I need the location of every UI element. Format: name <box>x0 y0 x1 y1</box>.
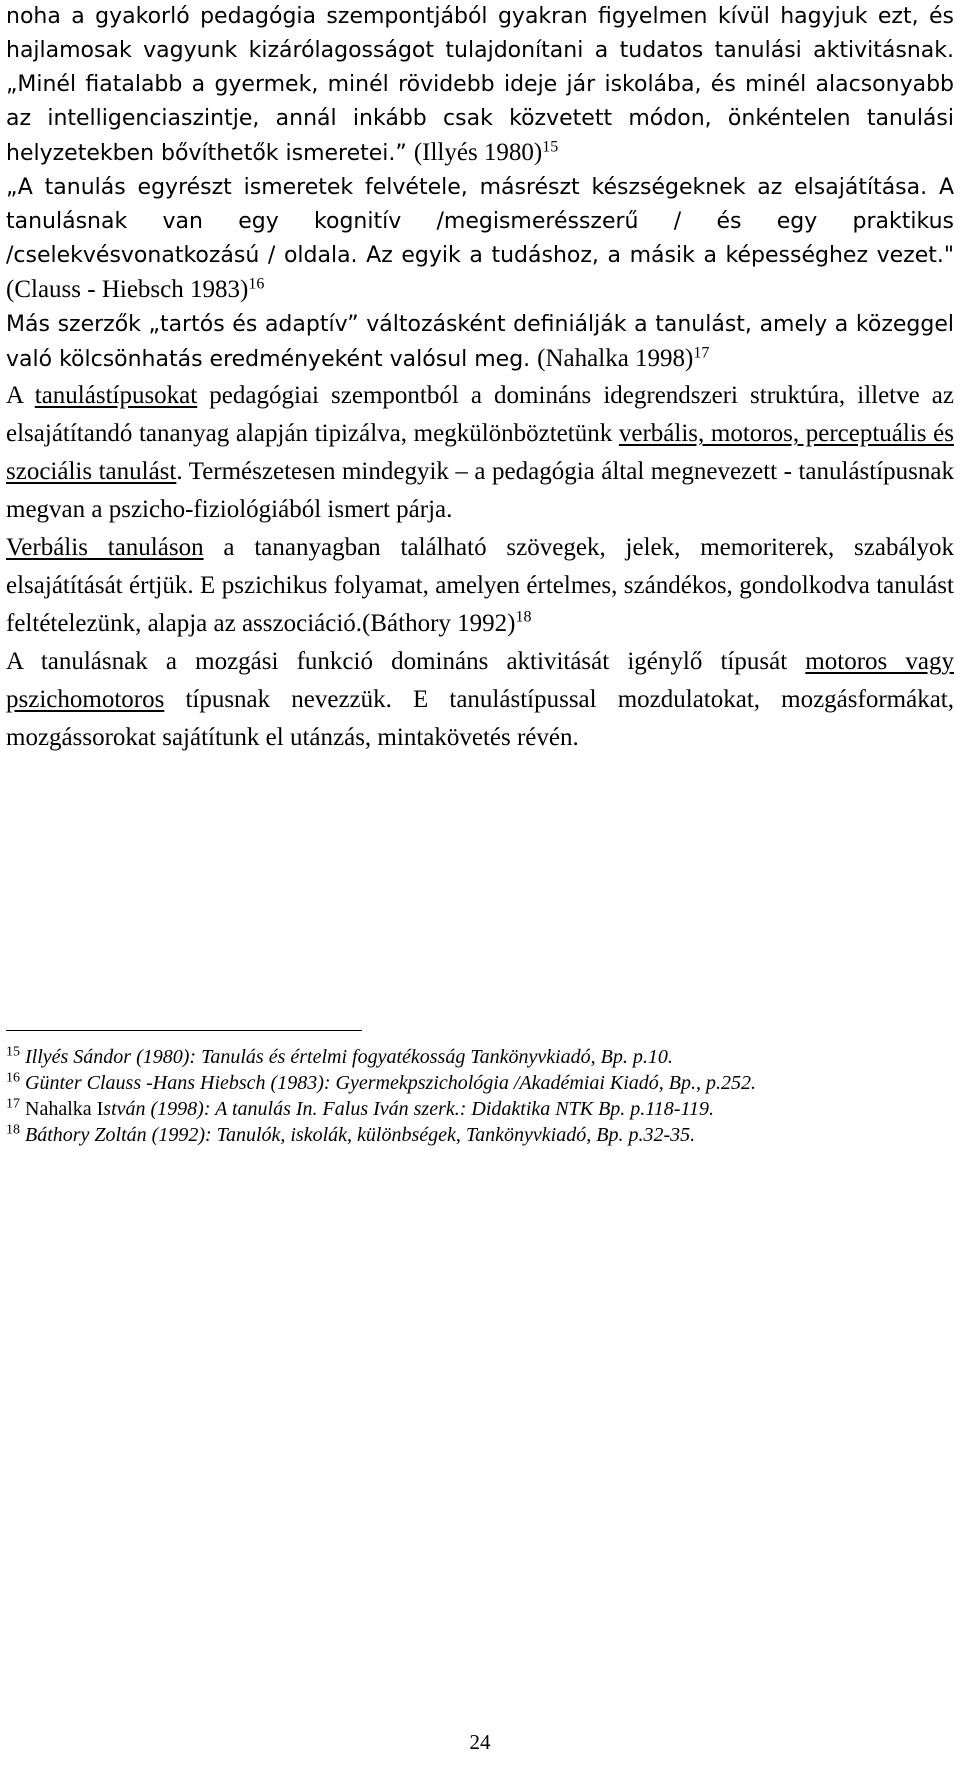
paragraph-3 <box>6 308 954 377</box>
footnote-number: 18 <box>6 1122 20 1138</box>
paragraph-4-text-b: pedagógiai szempontból a domináns idegrendszeri struktúra, illetve az elsajátítandó tananyag alapján tipizálva, megkülönböztetünk <box>6 382 954 447</box>
footnote-18 <box>6 1122 946 1148</box>
paragraph-4-text-a: A <box>6 382 35 409</box>
footnote-ref-18: 18 <box>515 608 532 626</box>
term-verbalis-tanulason: Verbális tanuláson <box>6 534 204 561</box>
paragraph-4-text-c: . Természetesen mindegyik – a pedagógia által megnevezett - tanulástípusnak megvan a pszicho-fiziológiából ismert párja. <box>6 458 955 523</box>
footnote-number: 15 <box>6 1044 20 1060</box>
footnote-ref-16: 16 <box>248 275 265 293</box>
footnote-text: Báthory Zoltán (1992): Tanulók, iskolák, különbségek, Tankönyvkiadó, Bp. p.32-35. <box>25 1124 696 1146</box>
paragraph-1 <box>6 0 954 171</box>
citation-illyes: (Illyés 1980) <box>413 139 543 166</box>
footnote-text: stván (1998): A tanulás In. Falus Iván szerk.: Didaktika NTK Bp. p.118-119. <box>103 1098 714 1120</box>
paragraph-2 <box>6 171 954 308</box>
footnote-separator <box>6 1030 362 1031</box>
paragraph-1-text: noha a gyakorló pedagógia szempontjából gyakran figyelmen kívül hagyjuk ezt, és hajlamosak vagyunk kizárólagosságot tulajdonítani a tudatos tanulási aktivitásnak. „Minél fiatalabb a gyermek, minél rövidebb ideje jár iskolába, és minél alacsonyabb az intelligenciaszintje, annál inkább csak közvetett módon, önkéntelen tanulási helyzetekben bővíthetők ismeretei.” <box>6 4 954 166</box>
paragraph-5-text: a tananyagban található szövegek, jelek, memoriterek, szabályok elsajátítását értjük. E pszichikus folyamat, amelyen értelmes, szándékos, gondolkodva tanulást feltételezünk, alapja az asszociáció.(Báthory 1992) <box>6 534 954 637</box>
term-motoros: motoros vagy pszichomotoros <box>6 648 954 713</box>
footnote-number: 16 <box>6 1070 20 1086</box>
citation-clauss-hiebsch: (Clauss - Hiebsch 1983) <box>6 276 249 303</box>
term-tanulastipusokat: tanulástípusokat <box>34 382 198 409</box>
footnote-ref-15: 15 <box>542 138 559 156</box>
paragraph-6-text-a: A tanulásnak a mozgási funkció domináns aktivitását igénylő típusát <box>6 648 806 675</box>
footnote-number: 17 <box>6 1096 20 1112</box>
term-learning-types: verbális, motoros, perceptuális és szociális tanulást <box>6 420 954 485</box>
footnotes <box>6 1044 946 1148</box>
paragraph-6-text-b: típusnak nevezzük. E tanulástípussal mozdulatokat, mozgásformákat, mozgássorokat sajátítunk el utánzás, mintakövetés révén. <box>6 686 954 751</box>
footnote-text: Illyés Sándor (1980): Tanulás és értelmi fogyatékosság Tankönyvkiadó, Bp. p.10. <box>25 1046 673 1068</box>
footnote-author-plain: Nahalka I <box>25 1098 104 1120</box>
footnote-17 <box>6 1096 946 1122</box>
body-text <box>6 0 954 757</box>
citation-nahalka: (Nahalka 1998) <box>537 345 694 372</box>
page-number: 24 <box>469 1730 491 1754</box>
paragraph-2-text: „A tanulás egyrészt ismeretek felvétele, másrészt készségeknek az elsajátítása. A tanulásnak van egy kognitív /megismerésszerű / és egy praktikus /cselekvésvonatkozású / oldala. Az egyik a tudáshoz, a másik a képességhez vezet." <box>6 175 954 268</box>
paragraph-3-text: Más szerzők „tartós és adaptív” változásként definiálják a tanulást, amely a közeggel való kölcsönhatás eredményeként valósul meg. <box>6 312 954 372</box>
paragraph-6 <box>6 643 954 757</box>
footnote-15 <box>6 1044 946 1070</box>
footnote-16 <box>6 1070 946 1096</box>
paragraph-4 <box>6 377 954 529</box>
footnote-ref-17: 17 <box>693 344 710 362</box>
footnote-text: Günter Clauss -Hans Hiebsch (1983): Gyermekpszichológia /Akadémiai Kiadó, Bp., p.252. <box>25 1072 757 1094</box>
paragraph-5 <box>6 529 954 643</box>
